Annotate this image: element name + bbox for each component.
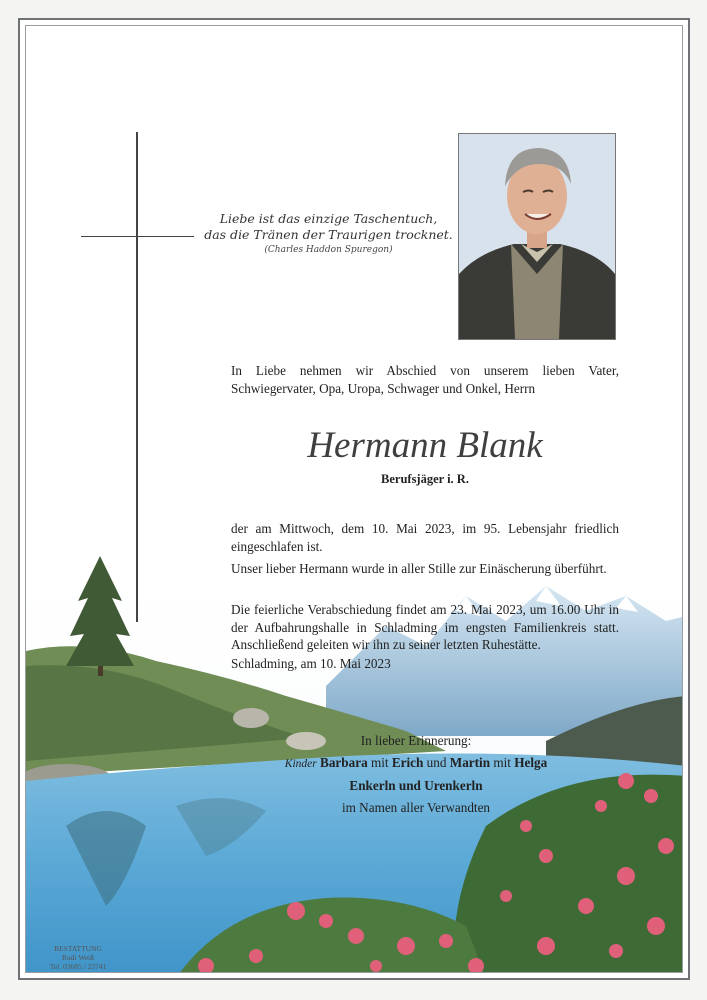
child-name: Barbara — [320, 755, 368, 770]
quote-line-1: Liebe ist das einzige Taschentuch, — [219, 211, 438, 226]
undertaker-imprint: BESTATTUNG Rudi Weiß Tel. 03685 / 23741 — [49, 944, 107, 971]
child-name: Martin — [449, 755, 491, 770]
spouse-name: Helga — [514, 755, 548, 770]
kinder-label: Kinder — [284, 758, 317, 770]
death-notice-paragraph: der am Mittwoch, dem 10. Mai 2023, im 95. Lebensjahr friedlich eingeschlafen ist. — [231, 521, 619, 554]
cremation-paragraph: Unser lieber Hermann wurde in aller Stille zur Einäscherung überführt. — [231, 561, 607, 576]
ceremony-paragraph: Die feierliche Verabschiedung findet am 23. Mai 2023, um 16.00 Uhr in der Aufbahrungshalle in Schladming im engsten Familienkreis statt. Anschließend geleiten wir ihn zu seiner letzten Ruhestätte. — [231, 602, 619, 653]
intro-text: In Liebe nehmen wir Abschied von unserem lieben Vater, Schwiegervater, Opa, Uropa, Schwager und Onkel, Herrn — [231, 363, 619, 396]
deceased-profession: Berufsjäger i. R. — [381, 472, 469, 486]
obituary-inner-frame — [25, 25, 683, 973]
memorial-quote — [196, 211, 461, 257]
quote-line-2: das die Tränen der Traurigen trocknet. — [204, 227, 453, 242]
quote-author: (Charles Haddon Spuregon) — [264, 245, 393, 255]
deceased-name: Hermann Blank — [307, 425, 543, 466]
obituary-frame — [18, 18, 690, 980]
relatives-line: im Namen aller Verwandten — [341, 800, 491, 815]
portrait-photo — [458, 133, 616, 340]
cross-vertical-bar — [136, 132, 138, 622]
place-and-date: Schladming, am 10. Mai 2023 — [231, 656, 391, 671]
mourners-block — [266, 730, 566, 819]
memory-heading: In lieber Erinnerung: — [360, 733, 472, 748]
children-line: Kinder Barbara mit Erich und Martin mit Helga — [284, 755, 548, 770]
grandchildren-line: Enkerln und Urenkerln — [349, 778, 483, 793]
spouse-name: Erich — [391, 755, 424, 770]
cross-horizontal-bar — [81, 236, 194, 237]
